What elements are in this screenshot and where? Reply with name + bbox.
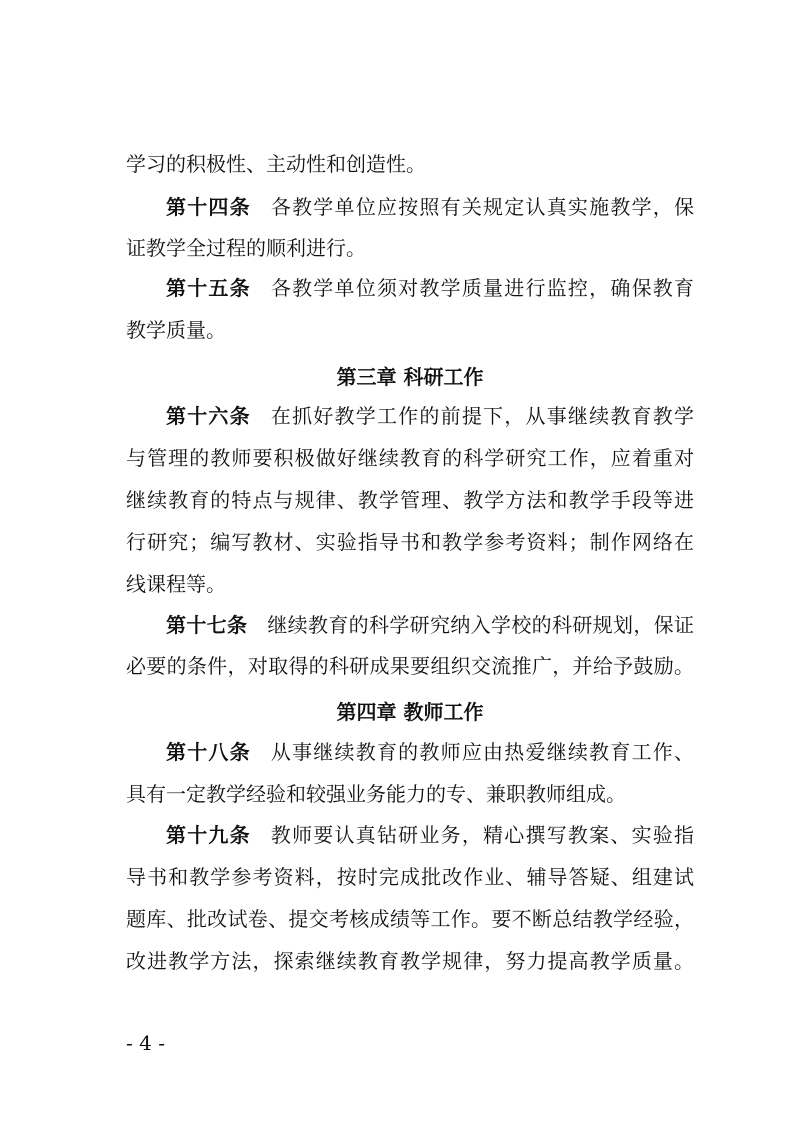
article-16-label: 第十六条 — [166, 404, 251, 428]
article-14-line-2: 证教学全过程的顺利进行。 — [126, 236, 366, 260]
article-15-label: 第十五条 — [166, 276, 251, 300]
article-14-text-1: 各教学单位应按照有关规定认真实施教学，保 — [270, 195, 695, 219]
article-19-text-1: 教师要认真钻研业务，精心撰写教案、实验指 — [270, 823, 695, 847]
article-19-line-1 — [166, 823, 694, 847]
article-17-line-1 — [166, 613, 694, 637]
article-14-line-1 — [166, 195, 694, 219]
article-15-line-1 — [166, 276, 694, 300]
chapter-3-heading: 第三章 科研工作 — [336, 365, 484, 389]
article-19-line-3: 题库、批改试卷、提交考核成绩等工作。要不断总结教学经验， — [126, 907, 694, 931]
article-16-text-1: 在抓好教学工作的前提下，从事继续教育教学 — [270, 404, 695, 428]
article-16-line-4: 行研究；编写教材、实验指导书和教学参考资料；制作网络在 — [126, 530, 694, 554]
article-15-line-2: 教学质量。 — [126, 318, 226, 342]
article-14-label: 第十四条 — [166, 195, 251, 219]
page-number: - 4 - — [126, 1031, 165, 1055]
article-19-label: 第十九条 — [166, 823, 251, 847]
article-16-line-3: 继续教育的特点与规律、教学管理、教学方法和教学手段等进 — [126, 488, 694, 512]
article-19-line-2: 导书和教学参考资料，按时完成批改作业、辅导答疑、组建试 — [126, 865, 694, 889]
article-18-line-2: 具有一定教学经验和较强业务能力的专、兼职教师组成。 — [126, 782, 626, 806]
article-18-line-1 — [166, 740, 694, 764]
article-16-line-5: 线课程等。 — [126, 572, 226, 596]
article-17-line-2: 必要的条件，对取得的科研成果要组织交流推广，并给予鼓励。 — [126, 654, 694, 678]
article-15-text-1: 各教学单位须对教学质量进行监控，确保教育 — [270, 276, 695, 300]
article-17-text-1: 继续教育的科学研究纳入学校的科研规划，保证 — [267, 613, 695, 637]
article-16-line-2: 与管理的教师要积极做好继续教育的科学研究工作，应着重对 — [126, 446, 694, 470]
article-19-line-4: 改进教学方法，探索继续教育教学规律，努力提高教学质量。 — [126, 949, 694, 973]
paragraph-line: 学习的积极性、主动性和创造性。 — [126, 152, 426, 176]
article-16-line-1 — [166, 404, 694, 428]
article-17-label: 第十七条 — [166, 613, 248, 637]
article-18-label: 第十八条 — [166, 740, 251, 764]
chapter-4-heading: 第四章 教师工作 — [336, 700, 484, 724]
article-18-text-1: 从事继续教育的教师应由热爱继续教育工作、 — [270, 740, 695, 764]
